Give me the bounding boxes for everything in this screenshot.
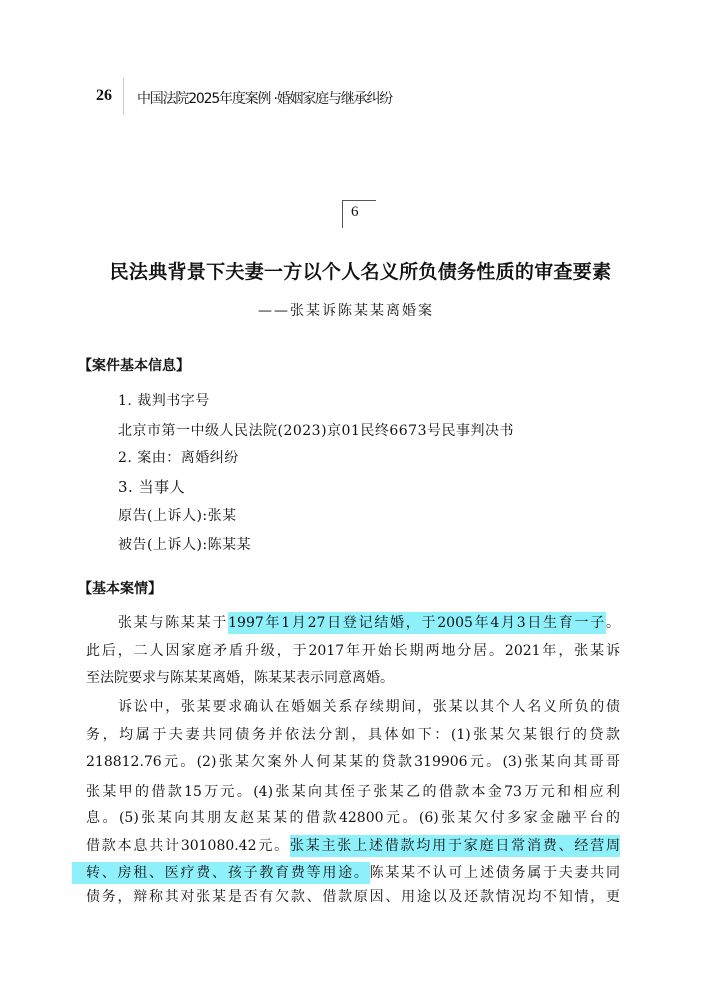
info-item: 2. 案由：离婚纠纷 [118,450,239,466]
info-item: 原告(上诉人):张某 [118,508,237,524]
running-header: 中国法院2025年度案例 ·婚姻家庭与继承纠纷 [137,91,392,107]
page-number: 26 [96,87,112,104]
body-line [86,835,620,857]
highlighted-text: 1997年1月27日登记结婚，于2005年4月3日生育一子 [228,612,606,634]
case-number: 6 [351,204,359,220]
info-item: 北京市第一中级人民法院(2023)京01民终6673号民事判决书 [118,423,514,439]
section-heading-info: 【案件基本信息】 [78,358,190,374]
body-line [118,696,620,718]
body-text: 218812.76元。(2)张某欠案外人何某某的贷款319906元。(3)张某向其哥哥 [86,754,620,770]
body-line [86,640,620,662]
case-number-frame-top [342,200,376,201]
info-item: 3. 当事人 [118,478,186,496]
header-divider [123,78,124,115]
body-text: 息。(5)张某向其朋友赵某某的借款42800元。(6)张某欠付多家金融平台的 [86,810,620,826]
article-title: 民法典背景下夫妻一方以个人名义所负债务性质的审查要素 [109,261,612,283]
info-item: 被告(上诉人):陈某某 [118,537,252,553]
highlighted-text: 转、房租、医疗费、孩子教育费等用途。 [72,862,370,884]
body-text: 债务，辩称其对张某是否有欠款、借款原因、用途以及还款情况均不知情，更 [86,889,620,905]
body-line [86,807,620,829]
body-line [86,724,620,746]
case-number-frame-left [342,200,343,228]
body-line [86,667,620,689]
body-line [118,612,620,634]
article-subtitle: ——张某诉陈某某离婚案 [258,303,434,319]
body-text: 至法院要求与陈某某离婚，陈某某表示同意离婚。 [86,670,394,686]
body-text: 陈某某不认可上述债务属于夫妻共同 [369,865,621,881]
body-text: 此后，二人因家庭矛盾升级，于2017年开始长期两地分居。2021年，张某诉 [86,643,620,659]
body-line [86,751,620,773]
info-item: 1. 裁判书字号 [118,393,210,409]
body-text: 诉讼中，张某要求确认在婚姻关系存续期间，张某以其个人名义所负的债 [118,699,620,715]
body-text: 借款本息共计301080.42元。 [86,838,290,854]
highlighted-text: 张某主张上述借款均用于家庭日常消费、经营周 [290,835,620,857]
body-line [86,781,620,803]
body-line [86,886,620,908]
body-line [86,862,620,884]
body-text: 张某与陈某某于 [118,615,229,631]
body-text: 务，均属于夫妻共同债务并依法分割，具体如下：(1)张某欠某银行的贷款 [86,727,620,743]
body-text: 。 [606,615,621,631]
body-text: 张某甲的借款15万元。(4)张某向其侄子张某乙的借款本金73万元和相应利 [86,784,620,800]
section-heading-facts: 【基本案情】 [78,581,162,597]
